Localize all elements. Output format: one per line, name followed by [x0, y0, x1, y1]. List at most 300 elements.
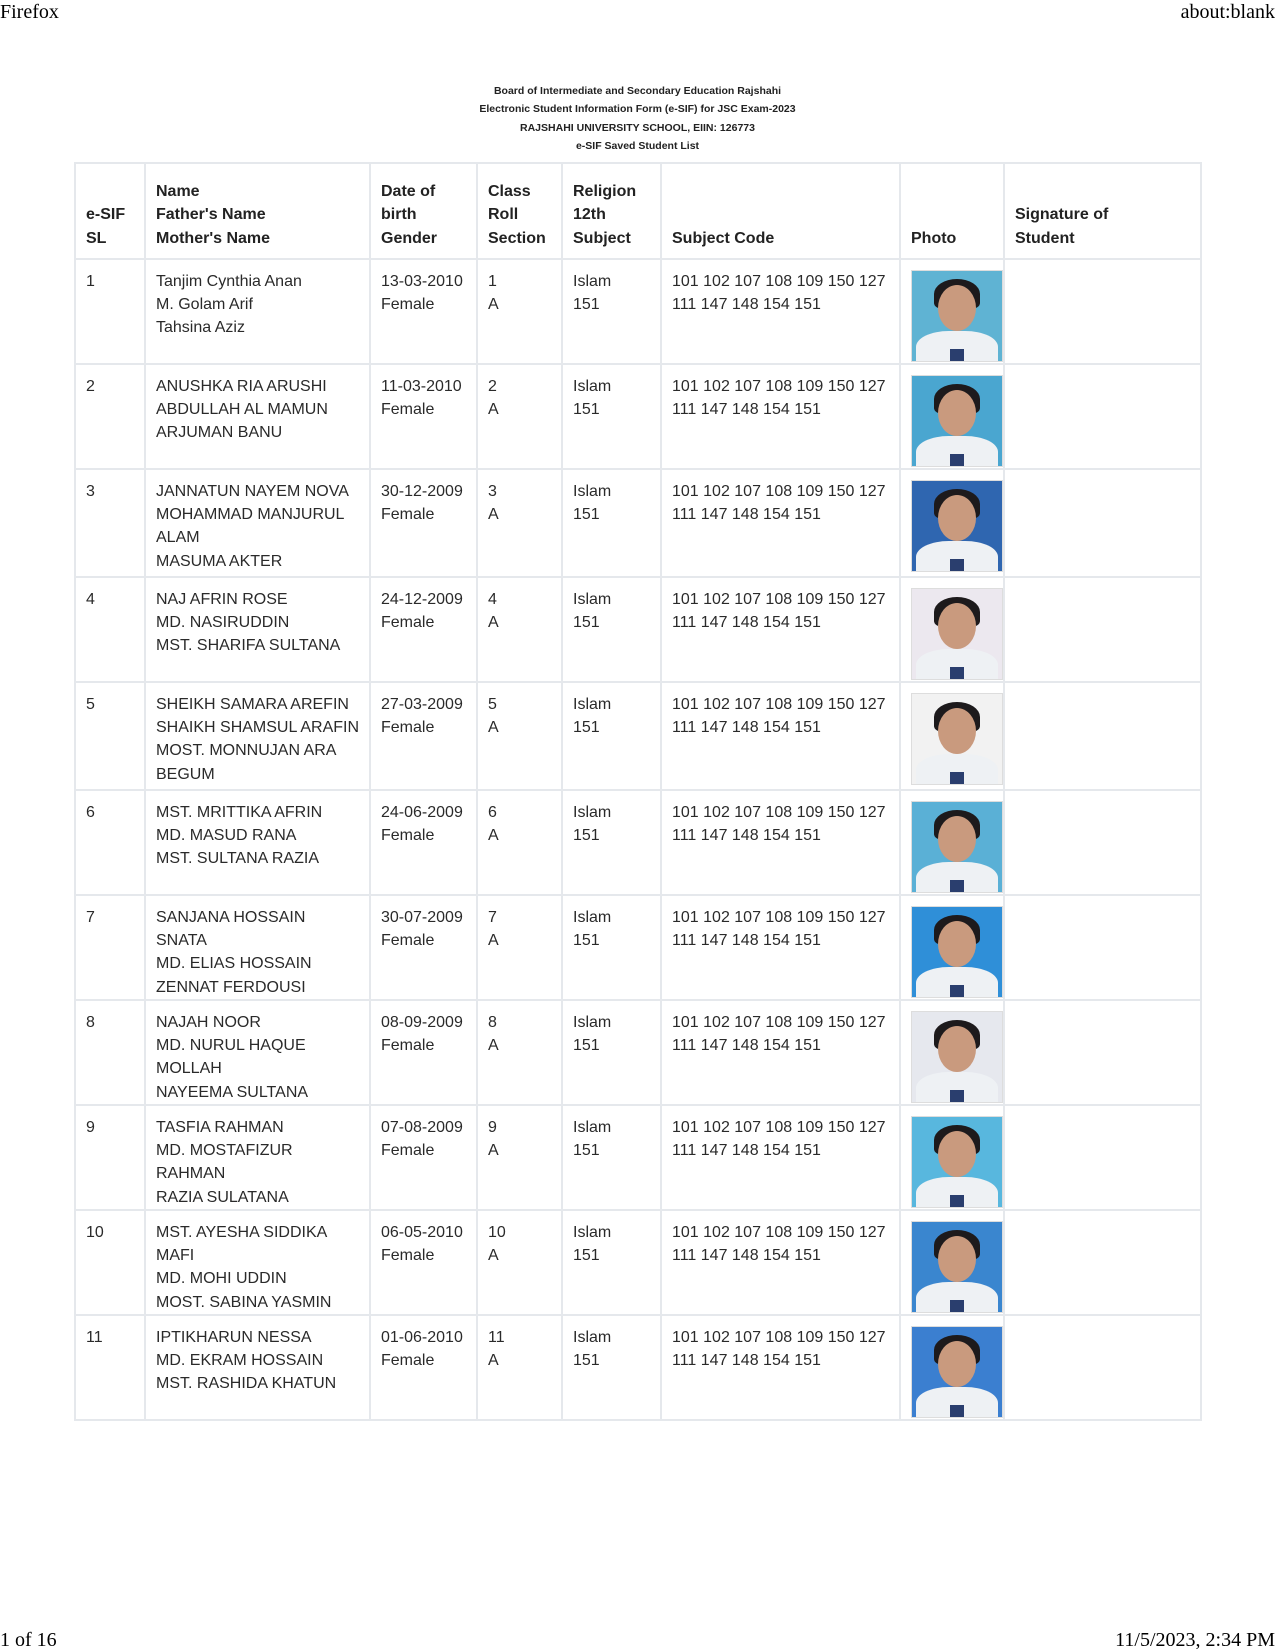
cell-photo [900, 682, 1004, 790]
table-row [75, 1105, 1201, 1210]
serial-number: 2 [86, 378, 95, 395]
header-dob-gender-line: birth [381, 206, 417, 224]
table-row [75, 1210, 1201, 1315]
serial-number: 11 [86, 1329, 103, 1346]
photo-tie [950, 1090, 964, 1102]
cell-signature [1004, 1315, 1201, 1420]
table-header-row [75, 163, 1201, 259]
cell-sl [75, 790, 145, 895]
gender: Female [381, 827, 435, 845]
student-photo [911, 1011, 1003, 1103]
form-name: Electronic Student Information Form (e-SIF) for JSC Exam-2023 [479, 103, 796, 116]
subject-codes-line-1: 101 102 107 108 109 150 127 [672, 1329, 886, 1346]
mother-name: ARJUMAN BANU [156, 424, 283, 442]
religion: Islam [573, 1119, 612, 1136]
header-religion-subject-line: Subject [573, 229, 631, 247]
cell-names [145, 259, 370, 364]
section: A [488, 1142, 499, 1160]
religion: Islam [573, 696, 612, 713]
photo-tie [950, 880, 964, 892]
cell-photo [900, 1210, 1004, 1315]
cell-sl [75, 895, 145, 1000]
section: A [488, 1247, 499, 1265]
class-roll: 10 [488, 1224, 506, 1241]
header-signature-line: Student [1015, 229, 1075, 247]
student-name: TASFIA RAHMAN [156, 1119, 284, 1136]
student-photo [911, 906, 1003, 998]
cell-sl [75, 364, 145, 469]
cell-photo [900, 895, 1004, 1000]
student-photo [911, 1221, 1003, 1313]
father-name: MD. MOSTAFIZUR RAHMAN [156, 1142, 293, 1183]
cell-religion [562, 1000, 661, 1105]
religion: Islam [573, 591, 612, 608]
section: A [488, 506, 499, 524]
cell-sl [75, 682, 145, 790]
gender: Female [381, 1142, 435, 1160]
page-counter: 1 of 16 [0, 1629, 57, 1651]
twelfth-subject: 151 [573, 827, 600, 845]
header-class-roll-section-line: Roll [488, 206, 519, 224]
cell-photo [900, 1105, 1004, 1210]
table-row [75, 1315, 1201, 1420]
student-name: JANNATUN NAYEM NOVA [156, 483, 349, 500]
class-roll: 4 [488, 591, 497, 608]
subject-codes-line-1: 101 102 107 108 109 150 127 [672, 1014, 886, 1031]
cell-dob-gender [370, 790, 477, 895]
twelfth-subject: 151 [573, 719, 600, 737]
header-photo-line: Photo [911, 229, 957, 247]
subject-codes-line-1: 101 102 107 108 109 150 127 [672, 909, 886, 926]
cell-subject-codes [661, 1105, 900, 1210]
cell-religion [562, 1315, 661, 1420]
board-name: Board of Intermediate and Secondary Education Rajshahi [493, 85, 782, 97]
serial-number: 8 [86, 1014, 95, 1031]
gender: Female [381, 1247, 435, 1265]
mother-name: RAZIA SULATANA [156, 1188, 289, 1206]
mother-name: Tahsina Aziz [156, 319, 245, 337]
cell-names [145, 895, 370, 1000]
gender: Female [381, 401, 435, 419]
mother-name: MASUMA AKTER [156, 552, 283, 570]
cell-dob-gender [370, 1105, 477, 1210]
cell-dob-gender [370, 259, 477, 364]
gender: Female [381, 1037, 435, 1055]
cell-subject-codes [661, 790, 900, 895]
cell-sl [75, 259, 145, 364]
date-of-birth: 07-08-2009 [381, 1119, 463, 1136]
cell-subject-codes [661, 259, 900, 364]
cell-names [145, 364, 370, 469]
religion: Islam [573, 909, 612, 926]
photo-tie [950, 349, 964, 361]
cell-dob-gender [370, 1210, 477, 1315]
cell-names [145, 1315, 370, 1420]
cell-religion [562, 1210, 661, 1315]
header-names-line: Father's Name [156, 206, 266, 224]
subject-codes-line-2: 111 147 148 154 151 [672, 827, 821, 845]
photo-head [938, 603, 976, 649]
section: A [488, 296, 499, 314]
class-roll: 2 [488, 378, 497, 395]
photo-head [938, 708, 976, 754]
cell-roll-section [477, 259, 562, 364]
table-row [75, 259, 1201, 364]
cell-names [145, 682, 370, 790]
date-of-birth: 08-09-2009 [381, 1014, 463, 1031]
cell-signature [1004, 1000, 1201, 1105]
header-photo [900, 163, 1004, 259]
cell-signature [1004, 1210, 1201, 1315]
section: A [488, 827, 499, 845]
header-esif-sl-line: e-SIF [86, 206, 126, 224]
gender: Female [381, 719, 435, 737]
cell-subject-codes [661, 577, 900, 682]
print-header-app: Firefox [0, 1, 59, 23]
cell-names [145, 790, 370, 895]
photo-head [938, 1131, 976, 1177]
cell-roll-section [477, 577, 562, 682]
table-row [75, 1000, 1201, 1105]
date-of-birth: 24-12-2009 [381, 591, 463, 608]
twelfth-subject: 151 [573, 1142, 600, 1160]
subject-codes-line-1: 101 102 107 108 109 150 127 [672, 273, 886, 290]
mother-name: MST. SHARIFA SULTANA [156, 637, 341, 655]
religion: Islam [573, 378, 612, 395]
cell-photo [900, 1000, 1004, 1105]
twelfth-subject: 151 [573, 1352, 600, 1370]
document-title-block [0, 82, 1275, 155]
student-list-table [74, 162, 1202, 1421]
serial-number: 3 [86, 483, 95, 500]
father-name: MD. NASIRUDDIN [156, 614, 290, 632]
table-row [75, 469, 1201, 577]
mother-name: ZENNAT FERDOUSI [156, 978, 306, 996]
student-photo [911, 480, 1003, 572]
cell-religion [562, 469, 661, 577]
mother-name: MOST. SABINA YASMIN [156, 1293, 332, 1311]
subject-codes-line-2: 111 147 148 154 151 [672, 401, 821, 419]
religion: Islam [573, 804, 612, 821]
serial-number: 6 [86, 804, 95, 821]
serial-number: 4 [86, 591, 95, 608]
class-roll: 1 [488, 273, 497, 290]
header-signature [1004, 163, 1201, 259]
subject-codes-line-2: 111 147 148 154 151 [672, 1142, 821, 1160]
school-name: RAJSHAHI UNIVERSITY SCHOOL, EIIN: 126773 [520, 121, 755, 134]
father-name: M. Golam Arif [156, 296, 253, 314]
cell-dob-gender [370, 469, 477, 577]
list-title: e-SIF Saved Student List [575, 139, 700, 152]
date-of-birth: 30-07-2009 [381, 909, 463, 926]
cell-roll-section [477, 1000, 562, 1105]
cell-photo [900, 259, 1004, 364]
subject-codes-line-1: 101 102 107 108 109 150 127 [672, 483, 886, 500]
cell-religion [562, 790, 661, 895]
cell-dob-gender [370, 1315, 477, 1420]
table-row [75, 895, 1201, 1000]
table-row [75, 682, 1201, 790]
photo-head [938, 1341, 976, 1387]
header-esif-sl [75, 163, 145, 259]
cell-roll-section [477, 364, 562, 469]
student-photo [911, 1116, 1003, 1208]
photo-tie [950, 1300, 964, 1312]
cell-signature [1004, 577, 1201, 682]
mother-name: MST. RASHIDA KHATUN [156, 1375, 337, 1393]
cell-photo [900, 790, 1004, 895]
student-photo [911, 375, 1003, 467]
photo-tie [950, 772, 964, 784]
photo-tie [950, 1195, 964, 1207]
serial-number: 10 [86, 1224, 104, 1241]
section: A [488, 932, 499, 950]
religion: Islam [573, 1224, 612, 1241]
section: A [488, 719, 499, 737]
gender: Female [381, 296, 435, 314]
cell-religion [562, 364, 661, 469]
student-photo [911, 801, 1003, 893]
class-roll: 7 [488, 909, 497, 926]
father-name: MD. NURUL HAQUE MOLLAH [156, 1037, 306, 1078]
student-name: SANJANA HOSSAIN SNATA [156, 909, 306, 950]
photo-head [938, 1026, 976, 1072]
print-header-url: about:blank [1180, 1, 1275, 23]
religion: Islam [573, 273, 612, 290]
twelfth-subject: 151 [573, 401, 600, 419]
father-name: MD. EKRAM HOSSAIN [156, 1352, 324, 1370]
cell-sl [75, 1315, 145, 1420]
twelfth-subject: 151 [573, 1037, 600, 1055]
cell-religion [562, 1105, 661, 1210]
cell-signature [1004, 469, 1201, 577]
header-dob-gender-line: Date of [381, 182, 436, 200]
subject-codes-line-1: 101 102 107 108 109 150 127 [672, 378, 886, 395]
student-photo [911, 1326, 1003, 1418]
cell-dob-gender [370, 895, 477, 1000]
class-roll: 5 [488, 696, 497, 713]
photo-head [938, 495, 976, 541]
cell-signature [1004, 364, 1201, 469]
student-name: MST. MRITTIKA AFRIN [156, 804, 323, 821]
gender: Female [381, 1352, 435, 1370]
student-photo [911, 270, 1003, 362]
photo-head [938, 816, 976, 862]
student-name: NAJ AFRIN ROSE [156, 591, 288, 608]
subject-codes-line-2: 111 147 148 154 151 [672, 1037, 821, 1055]
cell-roll-section [477, 895, 562, 1000]
header-signature-line: Signature of [1015, 206, 1109, 224]
section: A [488, 614, 499, 632]
date-of-birth: 01-06-2010 [381, 1329, 463, 1346]
print-timestamp: 11/5/2023, 2:34 PM [1115, 1629, 1275, 1651]
student-photo [911, 693, 1003, 785]
cell-subject-codes [661, 1000, 900, 1105]
mother-name: MST. SULTANA RAZIA [156, 850, 319, 868]
cell-sl [75, 577, 145, 682]
subject-codes-line-1: 101 102 107 108 109 150 127 [672, 591, 886, 608]
photo-head [938, 921, 976, 967]
cell-dob-gender [370, 1000, 477, 1105]
section: A [488, 1352, 499, 1370]
cell-roll-section [477, 1105, 562, 1210]
photo-head [938, 390, 976, 436]
father-name: MOHAMMAD MANJURUL ALAM [156, 506, 344, 547]
date-of-birth: 24-06-2009 [381, 804, 463, 821]
cell-dob-gender [370, 577, 477, 682]
section: A [488, 401, 499, 419]
class-roll: 11 [488, 1329, 505, 1346]
cell-signature [1004, 259, 1201, 364]
twelfth-subject: 151 [573, 614, 600, 632]
header-subject-code-line: Subject Code [672, 229, 775, 247]
cell-subject-codes [661, 364, 900, 469]
cell-religion [562, 259, 661, 364]
class-roll: 3 [488, 483, 497, 500]
class-roll: 6 [488, 804, 497, 821]
cell-religion [562, 895, 661, 1000]
header-class-roll-section [477, 163, 562, 259]
subject-codes-line-1: 101 102 107 108 109 150 127 [672, 1119, 886, 1136]
religion: Islam [573, 1329, 612, 1346]
cell-dob-gender [370, 682, 477, 790]
cell-subject-codes [661, 895, 900, 1000]
date-of-birth: 30-12-2009 [381, 483, 463, 500]
student-name: Tanjim Cynthia Anan [156, 273, 302, 290]
cell-roll-section [477, 1210, 562, 1315]
mother-name: NAYEEMA SULTANA [156, 1083, 309, 1101]
cell-signature [1004, 682, 1201, 790]
subject-codes-line-2: 111 147 148 154 151 [672, 1247, 821, 1265]
header-class-roll-section-line: Class [488, 182, 531, 200]
gender: Female [381, 932, 435, 950]
cell-roll-section [477, 469, 562, 577]
religion: Islam [573, 1014, 612, 1031]
student-photo [911, 588, 1003, 680]
table-row [75, 577, 1201, 682]
twelfth-subject: 151 [573, 1247, 600, 1265]
cell-roll-section [477, 1315, 562, 1420]
cell-subject-codes [661, 469, 900, 577]
cell-names [145, 1210, 370, 1315]
father-name: SHAIKH SHAMSUL ARAFIN [156, 719, 360, 737]
cell-photo [900, 469, 1004, 577]
date-of-birth: 13-03-2010 [381, 273, 463, 290]
table-row [75, 790, 1201, 895]
gender: Female [381, 614, 435, 632]
cell-names [145, 577, 370, 682]
father-name: MD. ELIAS HOSSAIN [156, 955, 312, 973]
photo-head [938, 285, 976, 331]
cell-names [145, 1000, 370, 1105]
class-roll: 8 [488, 1014, 497, 1031]
subject-codes-line-2: 111 147 148 154 151 [672, 1352, 821, 1370]
cell-signature [1004, 895, 1201, 1000]
student-name: SHEIKH SAMARA AREFIN [156, 696, 349, 713]
subject-codes-line-1: 101 102 107 108 109 150 127 [672, 804, 886, 821]
section: A [488, 1037, 499, 1055]
student-name: ANUSHKA RIA ARUSHI [156, 378, 327, 395]
student-name: MST. AYESHA SIDDIKA MAFI [156, 1224, 327, 1265]
cell-sl [75, 469, 145, 577]
student-name: IPTIKHARUN NESSA [156, 1329, 312, 1346]
mother-name: MOST. MONNUJAN ARA BEGUM [156, 742, 336, 783]
date-of-birth: 27-03-2009 [381, 696, 463, 713]
serial-number: 5 [86, 696, 95, 713]
header-esif-sl-line: SL [86, 229, 107, 247]
subject-codes-line-2: 111 147 148 154 151 [672, 296, 821, 314]
father-name: ABDULLAH AL MAMUN [156, 401, 328, 419]
subject-codes-line-1: 101 102 107 108 109 150 127 [672, 1224, 886, 1241]
header-class-roll-section-line: Section [488, 229, 546, 247]
cell-sl [75, 1105, 145, 1210]
cell-subject-codes [661, 682, 900, 790]
twelfth-subject: 151 [573, 506, 600, 524]
subject-codes-line-2: 111 147 148 154 151 [672, 719, 821, 737]
cell-roll-section [477, 790, 562, 895]
cell-signature [1004, 790, 1201, 895]
header-religion-subject-line: 12th [573, 206, 606, 224]
header-names-line: Mother's Name [156, 229, 271, 247]
cell-names [145, 469, 370, 577]
subject-codes-line-1: 101 102 107 108 109 150 127 [672, 696, 886, 713]
subject-codes-line-2: 111 147 148 154 151 [672, 932, 821, 950]
header-subject-code [661, 163, 900, 259]
header-dob-gender [370, 163, 477, 259]
class-roll: 9 [488, 1119, 497, 1136]
cell-religion [562, 577, 661, 682]
cell-religion [562, 682, 661, 790]
father-name: MD. MOHI UDDIN [156, 1270, 287, 1288]
photo-tie [950, 454, 964, 466]
cell-sl [75, 1000, 145, 1105]
header-names-line: Name [156, 182, 200, 200]
table-row [75, 364, 1201, 469]
cell-sl [75, 1210, 145, 1315]
photo-tie [950, 1405, 964, 1417]
student-name: NAJAH NOOR [156, 1014, 261, 1031]
cell-signature [1004, 1105, 1201, 1210]
cell-dob-gender [370, 364, 477, 469]
cell-photo [900, 1315, 1004, 1420]
subject-codes-line-2: 111 147 148 154 151 [672, 506, 821, 524]
photo-tie [950, 559, 964, 571]
photo-tie [950, 667, 964, 679]
photo-head [938, 1236, 976, 1282]
father-name: MD. MASUD RANA [156, 827, 297, 845]
cell-photo [900, 577, 1004, 682]
cell-subject-codes [661, 1210, 900, 1315]
header-dob-gender-line: Gender [381, 229, 438, 247]
cell-roll-section [477, 682, 562, 790]
photo-tie [950, 985, 964, 997]
date-of-birth: 11-03-2010 [381, 378, 462, 395]
serial-number: 1 [86, 273, 95, 290]
subject-codes-line-2: 111 147 148 154 151 [672, 614, 821, 632]
cell-subject-codes [661, 1315, 900, 1420]
twelfth-subject: 151 [573, 932, 600, 950]
header-religion-subject-line: Religion [573, 182, 637, 200]
twelfth-subject: 151 [573, 296, 600, 314]
serial-number: 7 [86, 909, 95, 926]
gender: Female [381, 506, 435, 524]
cell-photo [900, 364, 1004, 469]
header-religion-subject [562, 163, 661, 259]
serial-number: 9 [86, 1119, 95, 1136]
header-names [145, 163, 370, 259]
date-of-birth: 06-05-2010 [381, 1224, 463, 1241]
religion: Islam [573, 483, 612, 500]
